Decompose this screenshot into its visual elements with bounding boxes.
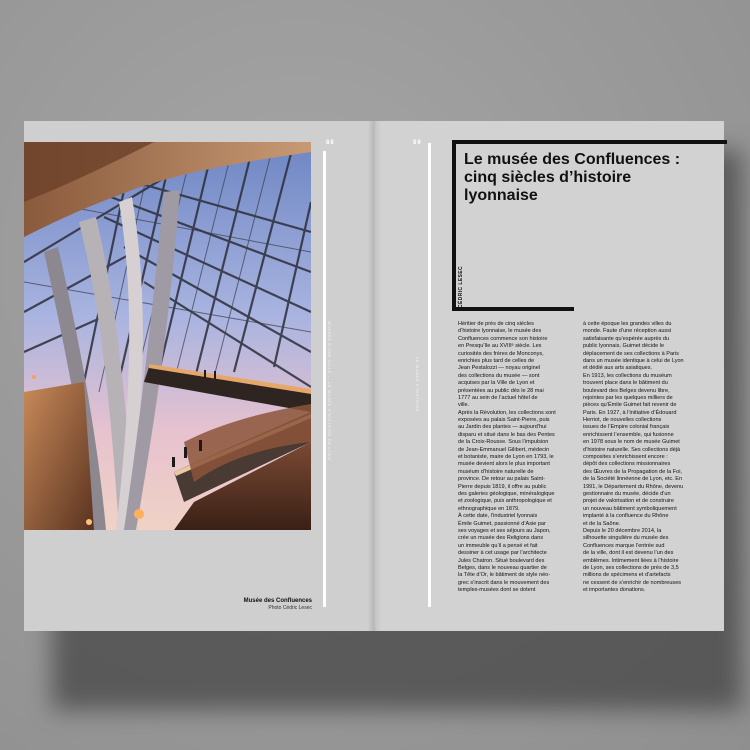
body-line: gestionnaire du musée, décide d’un <box>583 490 671 497</box>
photo-caption-title: Musée des Confluences <box>243 598 312 604</box>
title-frame-bottom <box>452 307 574 311</box>
vertical-rule <box>428 143 431 607</box>
body-line: des Œuvres de la Propagation de la Foi, <box>583 468 682 475</box>
body-line: monde. Faute d’une réception aussi <box>583 328 672 335</box>
title-line: Le musée des Confluences : <box>464 151 681 168</box>
right-page <box>374 121 724 631</box>
museum-interior-photo <box>24 142 311 530</box>
body-line: acquises par la Ville de Lyon et <box>458 380 535 387</box>
body-line: en Presqu’île au XVIIIᵉ siècle. Les <box>458 343 542 350</box>
body-line: Herriot, de nouvelles collections <box>583 417 662 424</box>
title-frame-top <box>452 140 727 144</box>
article-title <box>464 151 719 205</box>
body-line: 1991, le Département du Rhône, devenu <box>583 483 684 490</box>
body-line: et botaniste, maire de Lyon en 1793, le <box>458 454 554 461</box>
body-line: musée devient alors le plus important <box>458 461 550 468</box>
body-line: crée un musée des Religions dans <box>458 535 544 542</box>
body-line: à cette époque les grandes villes du <box>583 321 672 327</box>
left-page <box>24 121 374 631</box>
body-line: des collections du musée — sont <box>458 372 540 379</box>
body-line: ses voyages et ses séjours au Japon, <box>458 527 551 534</box>
body-line: présentées au public dès le 28 mai <box>458 387 544 394</box>
body-line: Paris. En 1927, à l’initiative d’Édouard <box>583 409 677 416</box>
body-line: trouvent place dans le bâtiment du <box>583 380 668 387</box>
body-line: implanté à la confluence du Rhône <box>583 513 669 520</box>
body-line: issues de l’Empire colonial français <box>583 424 670 431</box>
body-line: curiosités des frères de Monconys, <box>458 350 544 357</box>
body-line: Jean Pestalozzi — noyau originel <box>458 365 541 372</box>
body-line: de Jean-Emmanuel Gilibert, médecin <box>458 446 550 453</box>
body-line: temples-musées dont se dotent <box>458 587 536 594</box>
body-line: un nouveau bâtiment symboliquement <box>583 505 677 512</box>
body-line: Confluences marque l’entrée sud <box>583 542 665 549</box>
author-name: CÉDRIC LESEC <box>458 266 464 309</box>
title-frame-left <box>452 140 456 311</box>
body-line: disparu et situé dans le bas des Pentes <box>458 431 555 438</box>
body-line: enrichies plus tard de celles de <box>458 357 535 364</box>
body-line: public lyonnais, Guimet décide le <box>583 343 665 350</box>
body-line: et de la Saône. <box>583 520 621 527</box>
body-line: au Jardin des plantes — aujourd’hui <box>458 424 547 431</box>
body-line: rejointes par les quelques milliers de <box>583 394 673 401</box>
body-line: et importantes donations. <box>583 587 646 594</box>
body-line: d’histoire lyonnaise, le musée des <box>458 328 542 335</box>
body-line: province. De retour au palais Saint- <box>458 476 545 483</box>
body-line: satisfaisante qu’espérée auprès du <box>583 335 670 342</box>
book-gutter <box>368 121 382 631</box>
title-line: lyonnaise <box>464 187 538 204</box>
body-line: exposées au palais Saint-Pierre, puis <box>458 417 550 424</box>
body-line: des galeries géologique, minéralogique <box>458 490 555 497</box>
body-line: dans un musée identique à celui de Lyon <box>583 357 684 364</box>
body-line: grec s’inscrit dans le mouvement des <box>458 579 550 586</box>
body-line: Depuis le 20 décembre 2014, la <box>583 527 662 534</box>
body-column-1 <box>458 321 578 594</box>
body-line: Émile Guimet, passionné d’Asie par <box>458 520 546 527</box>
body-line: dépôt des collections missionnaires <box>583 461 671 468</box>
title-line: cinq siècles d’histoire <box>464 169 632 186</box>
body-line: Pierre depuis 1819, il offre au public <box>458 483 547 490</box>
body-line: composites s’enrichissent encore : <box>583 454 668 461</box>
body-line: en 1978 sous le nom de musée Guimet <box>583 439 680 446</box>
body-line: de la Croix-Rousse. Sous l’impulsion <box>458 439 549 446</box>
photo-caption-credit: Photo Cédric Lesec <box>268 605 312 611</box>
book-spread <box>24 121 724 631</box>
body-line: dessiner à cet usage par l’architecte <box>458 550 547 557</box>
body-line: ne cessent de s’enrichir de nombreuses <box>583 579 682 586</box>
body-line: un immeuble qu’il a pensé et fait <box>458 542 538 549</box>
body-line: et dédié aux arts asiatiques. <box>583 365 653 372</box>
running-head: LE MUSÉE D'HISTOIRE <box>415 357 420 413</box>
page-number: 88 <box>326 140 335 146</box>
body-line: Confluences commence son histoire <box>458 335 548 342</box>
body-line: À cette date, l’industriel lyonnais <box>458 513 538 520</box>
body-line: Jules Chatron. Situé boulevard des <box>458 557 545 564</box>
running-head: MUSÉES D'UNE VILLE — LE MUSÉE D'HISTOIRE DE LYON <box>327 321 332 461</box>
body-line: boulevard des Belges devenu libre, <box>583 387 670 394</box>
body-line: silhouette singulière du musée des <box>583 535 669 542</box>
body-line: 1777 au sein de l’actuel hôtel de <box>458 394 538 401</box>
body-line: Belges, dans le nouveau quartier de <box>458 564 547 571</box>
body-line: En 1913, les collections du muséum <box>583 372 672 379</box>
body-line: déplacement de ses collections à Paris <box>583 350 679 357</box>
body-line: millions de spécimens et d’artefacts <box>583 572 671 579</box>
body-line: de la ville, dont il est devenu l’un des <box>583 550 674 557</box>
body-line: et zoologique, puis anthropologique et <box>458 498 552 505</box>
body-line: projet de valorisation et de construire <box>583 498 674 505</box>
body-line: ethnographique en 1879. <box>458 505 520 512</box>
page-number: 89 <box>413 140 422 146</box>
body-line: de la Société linnéenne de Lyon, etc. En <box>583 476 683 483</box>
body-line: Héritier de près de cinq siècles <box>458 321 534 327</box>
body-line: de Lyon, ses collections de près de 3,5 <box>583 564 679 571</box>
vertical-rule <box>323 151 326 607</box>
body-line: pièces qu’Émile Guimet fait revenir de <box>583 402 677 409</box>
body-line: d’histoire naturelle. Ses collections déjà <box>583 446 681 453</box>
body-line: emblèmes. Intimement liées à l’histoire <box>583 557 679 564</box>
body-line: Après la Révolution, les collections sont <box>458 409 556 416</box>
body-line: muséum d’histoire naturelle de <box>458 468 534 475</box>
body-line: la Tête d’Or, le bâtiment de style néo- <box>458 572 551 579</box>
body-line: ville. <box>458 402 470 409</box>
body-line: enrichissent l’ensemble, qui fusionne <box>583 431 674 438</box>
body-column-2 <box>583 321 711 594</box>
